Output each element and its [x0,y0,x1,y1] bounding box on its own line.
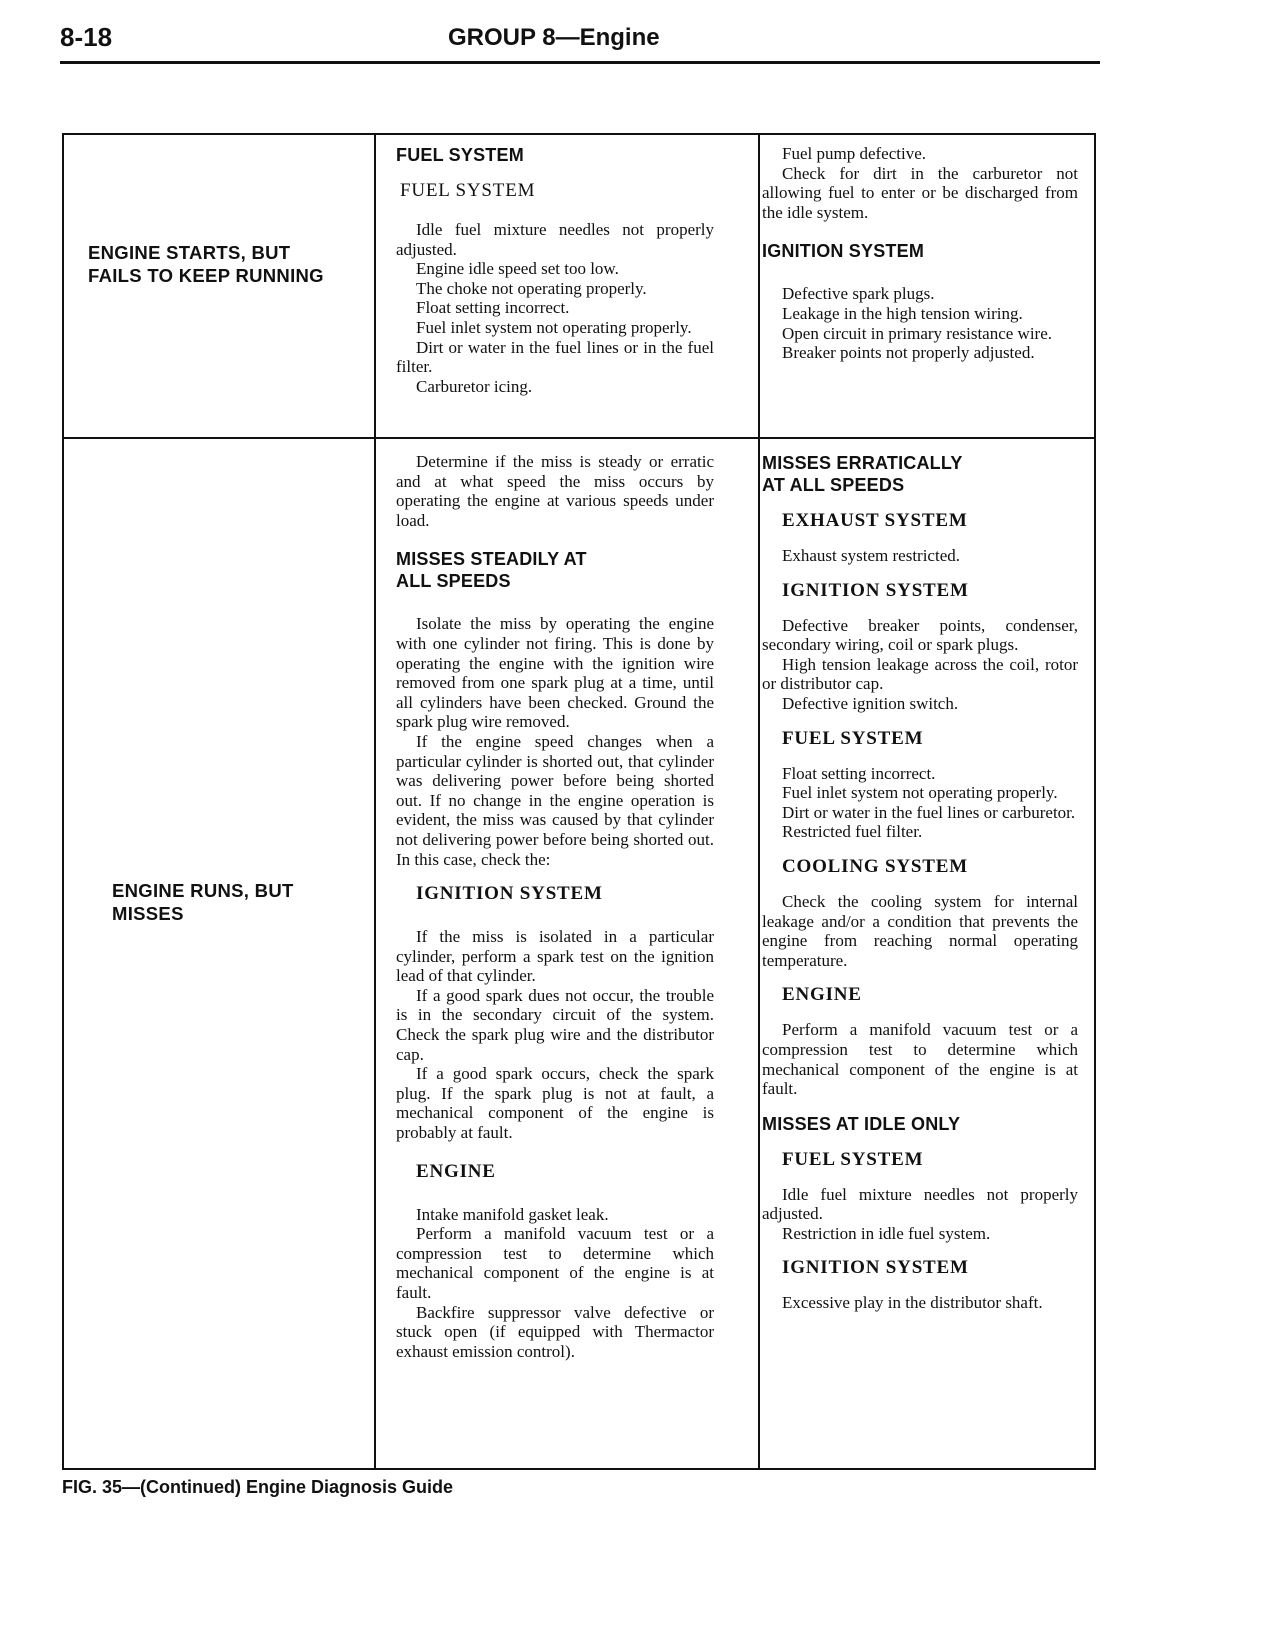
cause-item: The choke not operating properly. [416,278,647,298]
fuel-system-heading: FUEL SYSTEM [782,727,924,749]
cause-item: Restriction in idle fuel system. [782,1223,991,1243]
exhaust-system-heading: EXHAUST SYSTEM [782,510,968,531]
cause-item: Check the cooling system for internal leakage and/or a condition that prevents the engine from reaching normal operating temperature. [762,891,1078,970]
engine-heading: ENGINE [416,1160,496,1182]
row2-right-column [762,452,1078,1313]
cause-item: Excessive play in the distributor shaft. [782,1293,1043,1313]
row2-mid-column [396,452,714,1361]
cause-item: Fuel inlet system not operating properly. [782,783,1058,803]
page-header [60,22,1100,62]
procedure-text: If a good spark occurs, check the spark plug. If the spark plug is not at fault, a mechanical component of the engine is probably at fault. [396,1064,714,1143]
condition-starts-fails: ENGINE STARTS, BUT FAILS TO KEEP RUNNING [88,242,324,286]
cause-item: Check for dirt in the carburetor not allowing fuel to enter or be discharged from the idle system. [762,163,1078,222]
cause-item: Fuel inlet system not operating properly. [416,317,692,337]
procedure-text: Isolate the miss by operating the engine with one cylinder not firing. This is done by operating the engine with the ignition wire removed from one spark plug at a time, until all cylinders have been checked. Ground the spark plug wire removed. [396,614,714,732]
cause-item: High tension leakage across the coil, rotor or distributor cap. [762,654,1078,694]
fuel-system-heading: FUEL SYSTEM [782,1148,924,1170]
procedure-text: If the engine speed changes when a particular cylinder is shorted out, that cylinder was delivering power before being shorted out. If no change in the engine operation is evident, the miss was caused by that cylinder not delivering power before being shorted out. In this case, check the: [396,731,714,869]
column-divider-left [374,133,376,1470]
cause-item: Perform a manifold vacuum test or a compression test to determine which mechanical component of the engine is at fault. [762,1020,1078,1099]
condition-runs-misses: ENGINE RUNS, BUT MISSES [112,880,294,924]
row-divider [62,437,1096,439]
cooling-system-heading: COOLING SYSTEM [782,855,968,877]
cause-item: Dirt or water in the fuel lines or carburetor. [782,802,1076,822]
cause-item: Breaker points not properly adjusted. [782,343,1035,363]
fuel-system-heading: FUEL SYSTEM [396,145,524,165]
misses-steadily-heading: MISSES STEADILY AT ALL SPEEDS [396,549,587,592]
cause-item: Exhaust system restricted. [782,546,960,565]
cause-item: Backfire suppressor valve defective or stuck open (if equipped with Thermactor exhaust emission control). [396,1302,714,1361]
figure-caption: FIG. 35—(Continued) Engine Diagnosis Guide [62,1477,454,1497]
cause-item: Defective breaker points, condenser, secondary wiring, coil or spark plugs. [762,615,1078,655]
cause-item: Perform a manifold vacuum test or a compression test to determine which mechanical component of the engine is at fault. [396,1224,714,1302]
cause-item: Restricted fuel filter. [782,822,923,842]
procedure-text: If the miss is isolated in a particular cylinder, perform a spark test on the ignition lead of that cylinder. [396,927,714,986]
row1-mid-column [396,144,714,396]
misses-at-idle-heading: MISSES AT IDLE ONLY [762,1113,961,1134]
intro-text: Determine if the miss is steady or erratic and at what speed the miss occurs by operating the engine at various speeds under load. [396,452,714,530]
cause-item: Engine idle speed set too low. [416,259,619,279]
engine-heading: ENGINE [782,984,862,1006]
cause-item: Fuel pump defective. [782,144,926,163]
row1-right-column [762,144,1078,363]
cause-item: Carburetor icing. [416,376,533,396]
column-divider-right [758,133,760,1470]
cause-item: Defective ignition switch. [782,693,959,713]
header-rule [60,61,1100,64]
cause-item: Float setting incorrect. [782,763,936,783]
ignition-system-heading: IGNITION SYSTEM [782,579,969,601]
fuel-system-subheading: FUEL SYSTEM [400,180,536,201]
cause-item: Float setting incorrect. [416,298,570,318]
cause-item: Leakage in the high tension wiring. [782,303,1023,323]
procedure-text: If a good spark dues not occur, the trouble is in the secondary circuit of the system. Check the spark plug wire and the distributor cap. [396,985,714,1064]
page-number: 8-18 [60,22,113,52]
running-head: GROUP 8—Engine [448,24,660,51]
cause-item: Open circuit in primary resistance wire. [782,323,1053,343]
cause-item: Intake manifold gasket leak. [416,1204,609,1224]
misses-erratically-heading: MISSES ERRATICALLY AT ALL SPEEDS [762,453,963,495]
cause-item: Idle fuel mixture needles not properly adjusted. [762,1184,1078,1224]
cause-item: Defective spark plugs. [782,284,935,304]
ignition-system-heading: IGNITION SYSTEM [416,883,603,905]
ignition-system-heading: IGNITION SYSTEM [762,241,925,262]
ignition-system-heading: IGNITION SYSTEM [782,1257,969,1279]
cause-item: Dirt or water in the fuel lines or in the fuel filter. [396,337,714,377]
cause-item: Idle fuel mixture needles not properly adjusted. [396,220,714,259]
